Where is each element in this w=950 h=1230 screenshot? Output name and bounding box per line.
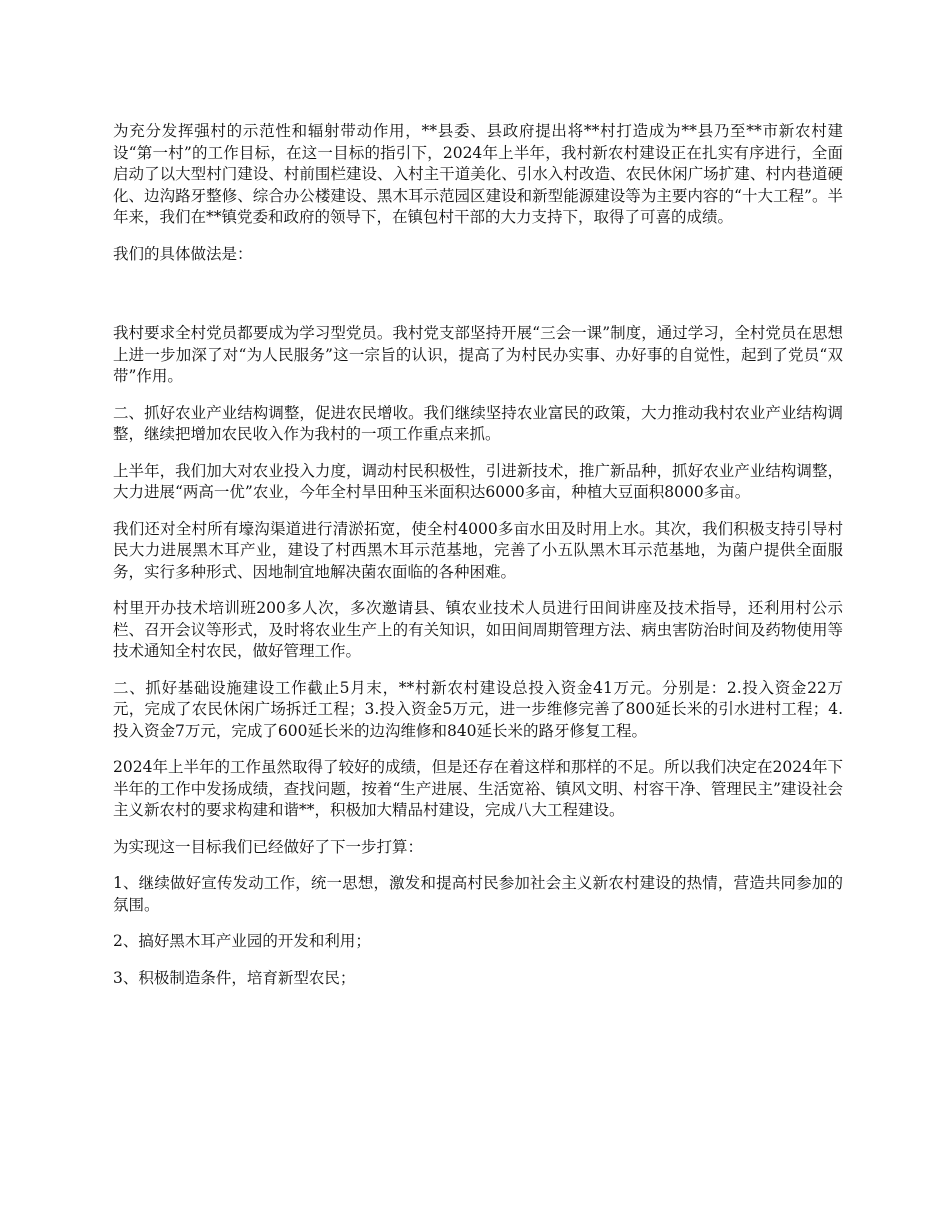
list-item-1: 1、继续做好宣传发动工作，统一思想，激发和提高村民参加社会主义新农村建设的热情，营造共同参加的氛围。 xyxy=(113,874,843,914)
paragraph-party-members: 我村要求全村党员都要成为学习型党员。我村党支部坚持开展“三会一课”制度，通过学习，全村党员在思想上进一步加深了对“为人民服务”这一宗旨的认识，提高了为村民办实事、办好事的自觉性，起到了党员“双带”作用。 xyxy=(113,324,843,385)
paragraph-infrastructure: 二、抓好基础设施建设工作截止5月末，**村新农村建设总投入资金41万元。分别是：2.投入资金22万元，完成了农民休闲广场拆迁工程；3.投入资金5万元，进一步维修完善了800延长米的引水进村工程；4.投入资金7万元，完成了600延长米的边沟维修和840延长米的路牙修复工程。 xyxy=(113,678,843,740)
list-item-2: 2、搞好黑木耳产业园的开发和利用； xyxy=(113,932,371,950)
paragraph-agriculture-investment: 上半年，我们加大对农业投入力度，调动村民积极性，引进新技术，推广新品种，抓好农业产业结构调整，大力进展“两高一优”农业，今年全村旱田种玉米面积达6000多亩，种植大豆面积8000多亩。 xyxy=(113,461,843,501)
paragraph-methods-heading: 我们的具体做法是： xyxy=(113,244,253,263)
paragraph-training: 村里开办技术培训班200多人次，多次邀请县、镇农业技术人员进行田间讲座及技术指导，还利用村公示栏、召开会议等形式，及时将农业生产上的有关知识，如田间周期管理方法、病虫害防治时间及药物使用等技术通知全村农民，做好管理工作。 xyxy=(113,599,843,660)
paragraph-shortcomings: 2024年上半年的工作虽然取得了较好的成绩，但是还存在着这样和那样的不足。所以我们决定在2024年下半年的工作中发扬成绩，查找问题，按着“生产进展、生活宽裕、镇风文明、村容干净、管理民主”建设社会主义新农村的要求构建和谐**，积极加大精品村建设，完成八大工程建设。 xyxy=(113,758,843,819)
list-item-3: 3、积极制造条件，培育新型农民； xyxy=(113,968,356,987)
paragraph-irrigation-fungus: 我们还对全村所有壕沟渠道进行清淤拓宽，使全村4000多亩水田及时用上水。其次，我们积极支持引导村民大力进展黑木耳产业，建设了村西黑木耳示范基地，完善了小五队黑木耳示范基地，为菌户提供全面服务，实行多种形式、因地制宜地解决菌农面临的各种困难。 xyxy=(113,519,843,581)
paragraph-next-steps-heading: 为实现这一目标我们已经做好了下一步打算： xyxy=(113,837,424,856)
document-body xyxy=(113,121,843,1004)
paragraph-intro: 为充分发挥强村的示范性和辐射带动作用，**县委、县政府提出将**村打造成为**县乃至**市新农村建设“第一村”的工作目标，在这一目标的指引下，2024年上半年，我村新农村建设正在扎实有序进行，全面启动了以大型村门建设、村前围栏建设、入村主干道美化、引水入村改造、农民休闲广场扩建、村内巷道硬化、边沟路牙整修、综合办公楼建设、黑木耳示范园区建设和新型能源建设等为主要内容的“十大工程”。半年来，我们在**镇党委和政府的领导下，在镇包村干部的大力支持下，取得了可喜的成绩。 xyxy=(113,122,843,226)
paragraph-agriculture-structure: 二、抓好农业产业结构调整，促进农民增收。我们继续坚持农业富民的政策，大力推动我村农业产业结构调整，继续把增加农民收入作为我村的一项工作重点来抓。 xyxy=(113,403,843,443)
